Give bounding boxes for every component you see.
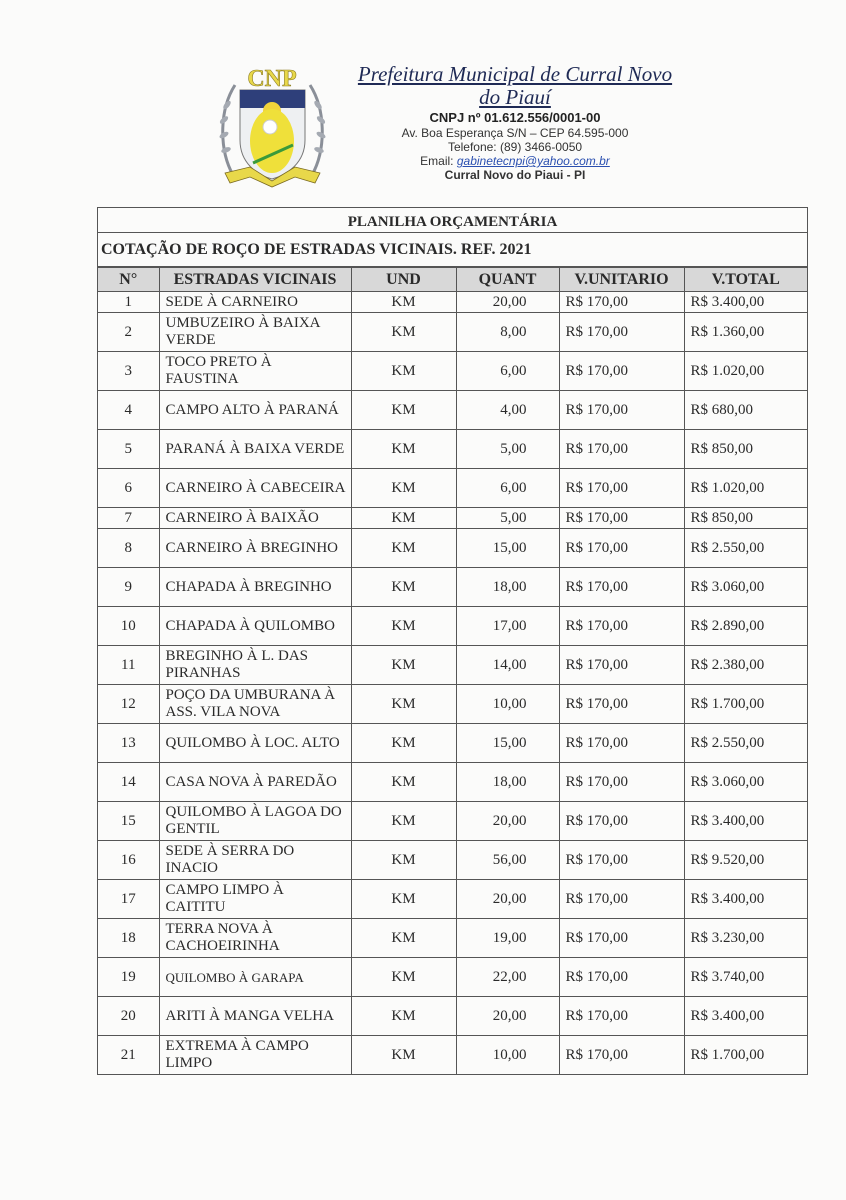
quantity-cell: 18,00 [456, 763, 559, 802]
row-number-cell: 12 [98, 685, 159, 724]
unit-cell: KM [351, 430, 456, 469]
total-price-cell: R$ 1.020,00 [684, 352, 807, 391]
municipal-coat-of-arms-icon [215, 55, 330, 190]
row-number-cell: 13 [98, 724, 159, 763]
road-name-cell: TOCO PRETO À FAUSTINA [159, 352, 351, 391]
row-number-cell: 16 [98, 841, 159, 880]
table-row [98, 430, 807, 469]
unit-price-cell: R$ 170,00 [559, 958, 684, 997]
total-price-cell: R$ 3.230,00 [684, 919, 807, 958]
unit-cell: KM [351, 880, 456, 919]
unit-price-cell: R$ 170,00 [559, 685, 684, 724]
quantity-cell: 56,00 [456, 841, 559, 880]
quantity-cell: 10,00 [456, 685, 559, 724]
row-number-cell: 6 [98, 469, 159, 508]
road-name-cell: CHAPADA À BREGINHO [159, 568, 351, 607]
quantity-cell: 17,00 [456, 607, 559, 646]
unit-cell: KM [351, 802, 456, 841]
road-name-cell: SEDE À SERRA DO INACIO [159, 841, 351, 880]
table-row [98, 568, 807, 607]
road-name-cell: BREGINHO À L. DAS PIRANHAS [159, 646, 351, 685]
quantity-cell: 15,00 [456, 724, 559, 763]
unit-price-cell: R$ 170,00 [559, 391, 684, 430]
unit-cell: KM [351, 508, 456, 529]
road-name-cell: PARANÁ À BAIXA VERDE [159, 430, 351, 469]
unit-price-cell: R$ 170,00 [559, 313, 684, 352]
quantity-cell: 15,00 [456, 529, 559, 568]
road-name-cell: QUILOMBO À GARAPA [159, 958, 351, 997]
total-price-cell: R$ 1.360,00 [684, 313, 807, 352]
unit-price-cell: R$ 170,00 [559, 529, 684, 568]
row-number-cell: 21 [98, 1036, 159, 1075]
quantity-cell: 5,00 [456, 430, 559, 469]
total-price-cell: R$ 3.400,00 [684, 880, 807, 919]
road-name-cell: UMBUZEIRO À BAIXA VERDE [159, 313, 351, 352]
total-price-cell: R$ 9.520,00 [684, 841, 807, 880]
table-row [98, 958, 807, 997]
address: Av. Boa Esperança S/N – CEP 64.595-000 [401, 126, 629, 140]
letterhead [215, 55, 715, 195]
email-line [325, 154, 705, 168]
road-name-cell: CAMPO ALTO À PARANÁ [159, 391, 351, 430]
table-row [98, 997, 807, 1036]
quantity-cell: 10,00 [456, 1036, 559, 1075]
unit-cell: KM [351, 292, 456, 313]
unit-price-cell: R$ 170,00 [559, 292, 684, 313]
total-price-cell: R$ 3.740,00 [684, 958, 807, 997]
unit-cell: KM [351, 352, 456, 391]
phone: Telefone: (89) 3466-0050 [447, 140, 583, 154]
table-row [98, 469, 807, 508]
table-row [98, 763, 807, 802]
row-number-cell: 4 [98, 391, 159, 430]
road-name-cell: QUILOMBO À LAGOA DO GENTIL [159, 802, 351, 841]
unit-cell: KM [351, 958, 456, 997]
column-header-total: V.TOTAL [684, 268, 807, 292]
unit-cell: KM [351, 391, 456, 430]
row-number-cell: 8 [98, 529, 159, 568]
road-name-cell: CAMPO LIMPO À CAITITU [159, 880, 351, 919]
table-row [98, 1036, 807, 1075]
road-name-cell: CHAPADA À QUILOMBO [159, 607, 351, 646]
quantity-cell: 20,00 [456, 880, 559, 919]
unit-cell: KM [351, 313, 456, 352]
row-number-cell: 7 [98, 508, 159, 529]
budget-table [98, 267, 807, 1074]
column-header-road: ESTRADAS VICINAIS [159, 268, 351, 292]
municipality-name-line2: do Piauí [479, 85, 551, 109]
unit-cell: KM [351, 841, 456, 880]
table-row [98, 841, 807, 880]
total-price-cell: R$ 850,00 [684, 430, 807, 469]
quantity-cell: 20,00 [456, 292, 559, 313]
table-row [98, 646, 807, 685]
total-price-cell: R$ 2.380,00 [684, 646, 807, 685]
total-price-cell: R$ 3.400,00 [684, 802, 807, 841]
unit-price-cell: R$ 170,00 [559, 508, 684, 529]
row-number-cell: 2 [98, 313, 159, 352]
total-price-cell: R$ 3.400,00 [684, 292, 807, 313]
row-number-cell: 18 [98, 919, 159, 958]
row-number-cell: 9 [98, 568, 159, 607]
row-number-cell: 20 [98, 997, 159, 1036]
unit-price-cell: R$ 170,00 [559, 841, 684, 880]
table-row [98, 508, 807, 529]
city: Curral Novo do Piaui - PI [444, 168, 586, 182]
road-name-cell: CASA NOVA À PAREDÃO [159, 763, 351, 802]
row-number-cell: 10 [98, 607, 159, 646]
logo-text: CNP [247, 66, 297, 92]
total-price-cell: R$ 2.550,00 [684, 724, 807, 763]
unit-cell: KM [351, 469, 456, 508]
quantity-cell: 20,00 [456, 997, 559, 1036]
row-number-cell: 5 [98, 430, 159, 469]
quantity-cell: 14,00 [456, 646, 559, 685]
unit-cell: KM [351, 529, 456, 568]
road-name-cell: CARNEIRO À CABECEIRA [159, 469, 351, 508]
unit-price-cell: R$ 170,00 [559, 997, 684, 1036]
total-price-cell: R$ 1.020,00 [684, 469, 807, 508]
road-name-cell: POÇO DA UMBURANA À ASS. VILA NOVA [159, 685, 351, 724]
total-price-cell: R$ 3.060,00 [684, 568, 807, 607]
table-row [98, 802, 807, 841]
road-name-cell: EXTREMA À CAMPO LIMPO [159, 1036, 351, 1075]
unit-cell: KM [351, 763, 456, 802]
total-price-cell: R$ 1.700,00 [684, 1036, 807, 1075]
quantity-cell: 18,00 [456, 568, 559, 607]
municipality-name-line1: Prefeitura Municipal de Curral Novo [357, 62, 673, 86]
sheet-title: PLANILHA ORÇAMENTÁRIA [98, 208, 807, 233]
unit-price-cell: R$ 170,00 [559, 352, 684, 391]
unit-cell: KM [351, 607, 456, 646]
table-row [98, 529, 807, 568]
quantity-cell: 6,00 [456, 469, 559, 508]
quantity-cell: 8,00 [456, 313, 559, 352]
road-name-cell: ARITI À MANGA VELHA [159, 997, 351, 1036]
table-row [98, 685, 807, 724]
table-header-row [98, 268, 807, 292]
unit-cell: KM [351, 646, 456, 685]
total-price-cell: R$ 850,00 [684, 508, 807, 529]
column-header-number: N° [98, 268, 159, 292]
unit-price-cell: R$ 170,00 [559, 607, 684, 646]
table-row [98, 391, 807, 430]
unit-cell: KM [351, 1036, 456, 1075]
road-name-cell: CARNEIRO À BREGINHO [159, 529, 351, 568]
quantity-cell: 19,00 [456, 919, 559, 958]
road-name-cell: CARNEIRO À BAIXÃO [159, 508, 351, 529]
cnpj: CNPJ nº 01.612.556/0001-00 [429, 110, 601, 125]
unit-price-cell: R$ 170,00 [559, 469, 684, 508]
road-name-cell: TERRA NOVA À CACHOEIRINHA [159, 919, 351, 958]
road-name-cell: SEDE À CARNEIRO [159, 292, 351, 313]
budget-sheet [97, 207, 808, 1075]
table-body [98, 292, 807, 1075]
row-number-cell: 17 [98, 880, 159, 919]
row-number-cell: 3 [98, 352, 159, 391]
quantity-cell: 4,00 [456, 391, 559, 430]
unit-cell: KM [351, 997, 456, 1036]
row-number-cell: 1 [98, 292, 159, 313]
quantity-cell: 5,00 [456, 508, 559, 529]
road-name-cell: QUILOMBO À LOC. ALTO [159, 724, 351, 763]
quantity-cell: 22,00 [456, 958, 559, 997]
unit-price-cell: R$ 170,00 [559, 802, 684, 841]
unit-cell: KM [351, 685, 456, 724]
unit-cell: KM [351, 568, 456, 607]
row-number-cell: 15 [98, 802, 159, 841]
total-price-cell: R$ 3.060,00 [684, 763, 807, 802]
unit-cell: KM [351, 919, 456, 958]
unit-cell: KM [351, 724, 456, 763]
unit-price-cell: R$ 170,00 [559, 1036, 684, 1075]
unit-price-cell: R$ 170,00 [559, 430, 684, 469]
table-row [98, 880, 807, 919]
unit-price-cell: R$ 170,00 [559, 763, 684, 802]
total-price-cell: R$ 3.400,00 [684, 997, 807, 1036]
table-row [98, 292, 807, 313]
row-number-cell: 19 [98, 958, 159, 997]
row-number-cell: 14 [98, 763, 159, 802]
column-header-unit-price: V.UNITARIO [559, 268, 684, 292]
total-price-cell: R$ 2.550,00 [684, 529, 807, 568]
unit-price-cell: R$ 170,00 [559, 880, 684, 919]
table-row [98, 724, 807, 763]
email-label: Email: [420, 154, 457, 168]
quantity-cell: 6,00 [456, 352, 559, 391]
total-price-cell: R$ 680,00 [684, 391, 807, 430]
row-number-cell: 11 [98, 646, 159, 685]
unit-price-cell: R$ 170,00 [559, 919, 684, 958]
column-header-unit: UND [351, 268, 456, 292]
table-row [98, 352, 807, 391]
unit-price-cell: R$ 170,00 [559, 568, 684, 607]
sheet-subtitle: COTAÇÃO DE ROÇO DE ESTRADAS VICINAIS. REF. 2021 [98, 233, 807, 267]
email-link[interactable]: gabinetecnpi@yahoo.com.br [456, 154, 610, 168]
column-header-quantity: QUANT [456, 268, 559, 292]
table-row [98, 313, 807, 352]
unit-price-cell: R$ 170,00 [559, 724, 684, 763]
unit-price-cell: R$ 170,00 [559, 646, 684, 685]
total-price-cell: R$ 1.700,00 [684, 685, 807, 724]
total-price-cell: R$ 2.890,00 [684, 607, 807, 646]
letterhead-text [325, 63, 705, 183]
table-row [98, 607, 807, 646]
quantity-cell: 20,00 [456, 802, 559, 841]
table-row [98, 919, 807, 958]
